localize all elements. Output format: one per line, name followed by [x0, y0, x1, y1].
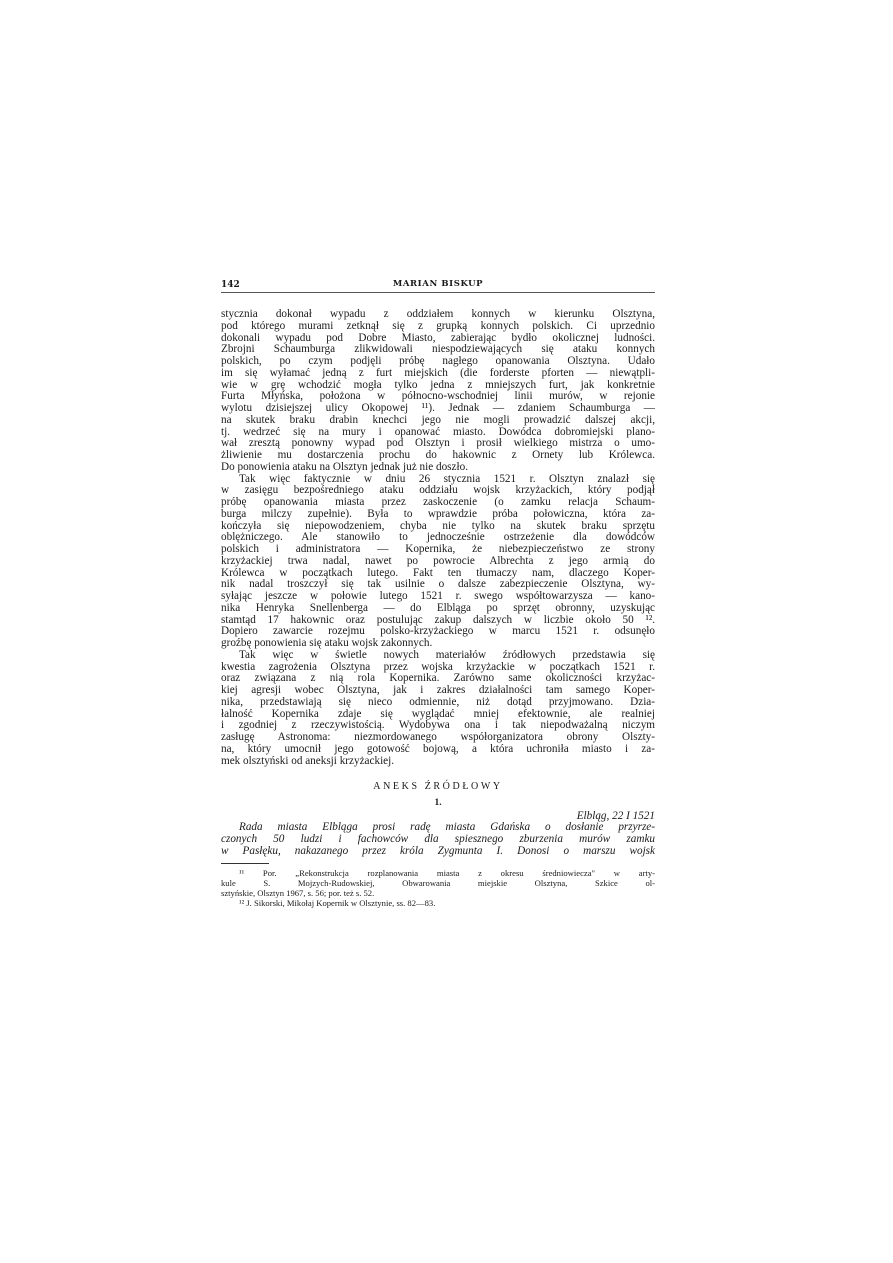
text-line: wał zresztą ponowny wypad pod Olsztyn i prosił wielkiego mistrza o umo- [221, 437, 655, 450]
text-line: nik nadal troszczył się tak usilnie o dalsze zabezpieczenie Olsztyna, wy- [221, 578, 655, 591]
text-line: oblężniczego. Ale stanowiło to jednocześnie ostrzeżenie dla dowódców [221, 531, 655, 544]
text-line: syłając jeszcze w połowie lutego 1521 r. swego współtowarzysza — kano- [221, 590, 655, 602]
text-line: pod którego murami zetknął się z grupką konnych polskich. Ci uprzednio [221, 319, 655, 332]
annex-document-number: 1. [434, 798, 442, 809]
text-line: wylotu dzisiejszej ulicy Okopowej ¹¹). Jednak — zdaniem Schaumburga — [221, 402, 655, 414]
text-line: Furta Młyńska, położona w północno-wschodniej linii murów, w rejonie [221, 390, 655, 403]
text-line: kończyła się niepowodzeniem, chyba nie tylko na skutek braku sprzętu [221, 519, 655, 532]
annex-summary-line: czonych 50 ludzi i fachowców dla spiesznego zburzenia murów zamku [221, 833, 655, 845]
text-line: Tak więc w świetle nowych materiałów źródłowych przedstawia się [239, 648, 655, 661]
text-line: na skutek braku drabin knechci jego nie mogli prowadzić dalszej akcji, [221, 413, 655, 426]
text-line: wie w grę wchodzić mogła tylko jedna z mniejszych furt, jak konkretnie [221, 378, 655, 391]
text-line: mek olsztyński od aneksji krzyżackiej. [221, 754, 395, 767]
text-line: groźbę ponowienia się ataku wojsk zakonnych. [221, 637, 433, 649]
text-line: żliwienie mu dostarczenia prochu do hakownic z Ornety lub Królewca. [221, 449, 655, 461]
text-line: krzyżackiej trwa nadal, nawet po powrocie Albrechta z jego armią do [221, 554, 655, 567]
text-line: łalność Kopernika zdaje się wyglądać mniej efektownie, ale realniej [221, 707, 655, 720]
text-line: burga milczy zupełnie). Była to wprawdzie próba połowiczna, która za- [221, 507, 655, 520]
body-text [221, 309, 655, 858]
text-line: kwestia zagrożenia Olsztyna przez wojska krzyżackie w początkach 1521 r. [221, 660, 655, 673]
text-line: oraz związana z nią rola Kopernika. Zarówno same okoliczności krzyżac- [221, 672, 655, 685]
annex-summary-line: w Pasłęku, nakazanego przez króla Zygmunta I. Donosi o marszu wojsk [221, 844, 655, 857]
text-line: polskich, po czym podjęli próbę nagłego opanowania Olsztyna. Udało [221, 355, 655, 367]
text-line: nika, przedstawiają się nieco odmiennie, niż dotąd przyjmowano. Dzia- [221, 695, 655, 708]
text-line: próbę opanowania miasta przez zaskoczenie (o zamku relacja Schaum- [221, 496, 655, 508]
annex-dateline: Elbląg, 22 I 1521 [576, 810, 655, 823]
footnote-line: ¹² J. Sikorski, Mikołaj Kopernik w Olsztynie, ss. 82—83. [239, 897, 436, 908]
footnote-line: ¹¹ Por. „Rekonstrukcja rozplanowania miasta z okresu średniowiecza" w arty- [239, 867, 655, 878]
text-line: i zgodniej z rzeczywistością. Wydobywa ona i tak niepodważalną niczym [221, 719, 655, 732]
footnote-line: sztyńskie, Olsztyn 1967, s. 56; por. też s. 52. [221, 887, 375, 898]
text-line: Do ponowienia ataku na Olsztyn jednak już nie doszło. [221, 460, 468, 473]
text-line: dokonali wypadu pod Dobre Miasto, zabierając bydło okolicznej ludności. [221, 331, 655, 344]
text-line: w zasięgu bezpośredniego ataku oddziału wojsk krzyżackich, który podjął [221, 484, 655, 497]
text-line: Zbrojni Schaumburga zlikwidowali niespodziewających się ataku konnych [221, 343, 655, 356]
text-line: zasługę Astronoma: niezmordowanego współorganizatora obrony Olszty- [221, 731, 655, 743]
text-line: kiej agresji wobec Olsztyna, jak i zakres działalności tam samego Koper- [221, 684, 655, 696]
book-page [221, 276, 655, 908]
text-line: stycznia dokonał wypadu z oddziałem konnych w kierunku Olsztyna, [221, 308, 655, 320]
annex-summary-line: Rada miasta Elbląga prosi radę miasta Gdańska o dosłanie przyrze- [239, 821, 655, 834]
text-line: na, który umocnił jego gotowość bojową, a która uchroniła miasto i za- [221, 742, 655, 755]
text-line: Tak więc faktycznie w dniu 26 stycznia 1521 r. Olsztyn znalazł się [239, 472, 655, 485]
text-line: nika Henryka Snellenberga — do Elbląga po sprzęt obronny, uzyskując [221, 601, 655, 614]
footnotes [221, 868, 655, 908]
text-line: tj. wedrzeć się na mury i opanować miasto. Dowódca dobromiejski plano- [221, 425, 655, 438]
running-head: MARIAN BISKUP [392, 279, 484, 289]
text-line: Królewca w początkach lutego. Fakt ten tłumaczy nam, dlaczego Koper- [221, 566, 655, 579]
page-number: 142 [221, 280, 240, 290]
text-line: im się wyłamać jedną z furt miejskich (die forderste pforten — niewątpli- [221, 366, 655, 379]
annex-title: ANEKS ŹRÓDŁOWY [373, 781, 503, 793]
text-line: stamtąd 17 hakownic oraz postulując zakup dalszych w liczbie około 50 ¹². [221, 613, 655, 626]
text-line: Dopiero zawarcie rozejmu polsko-krzyżackiego w marcu 1521 r. odsunęło [221, 625, 655, 638]
annex-summary [221, 822, 655, 857]
text-line: polskich i administratora — Kopernika, że niebezpieczeństwo ze strony [221, 543, 655, 555]
page-header [221, 276, 655, 293]
body-paragraphs [221, 309, 655, 767]
footnote-line: kule S. Mojzych-Rudowskiej, Obwarowania miejskie Olsztyna, Szkice ol- [221, 877, 655, 888]
